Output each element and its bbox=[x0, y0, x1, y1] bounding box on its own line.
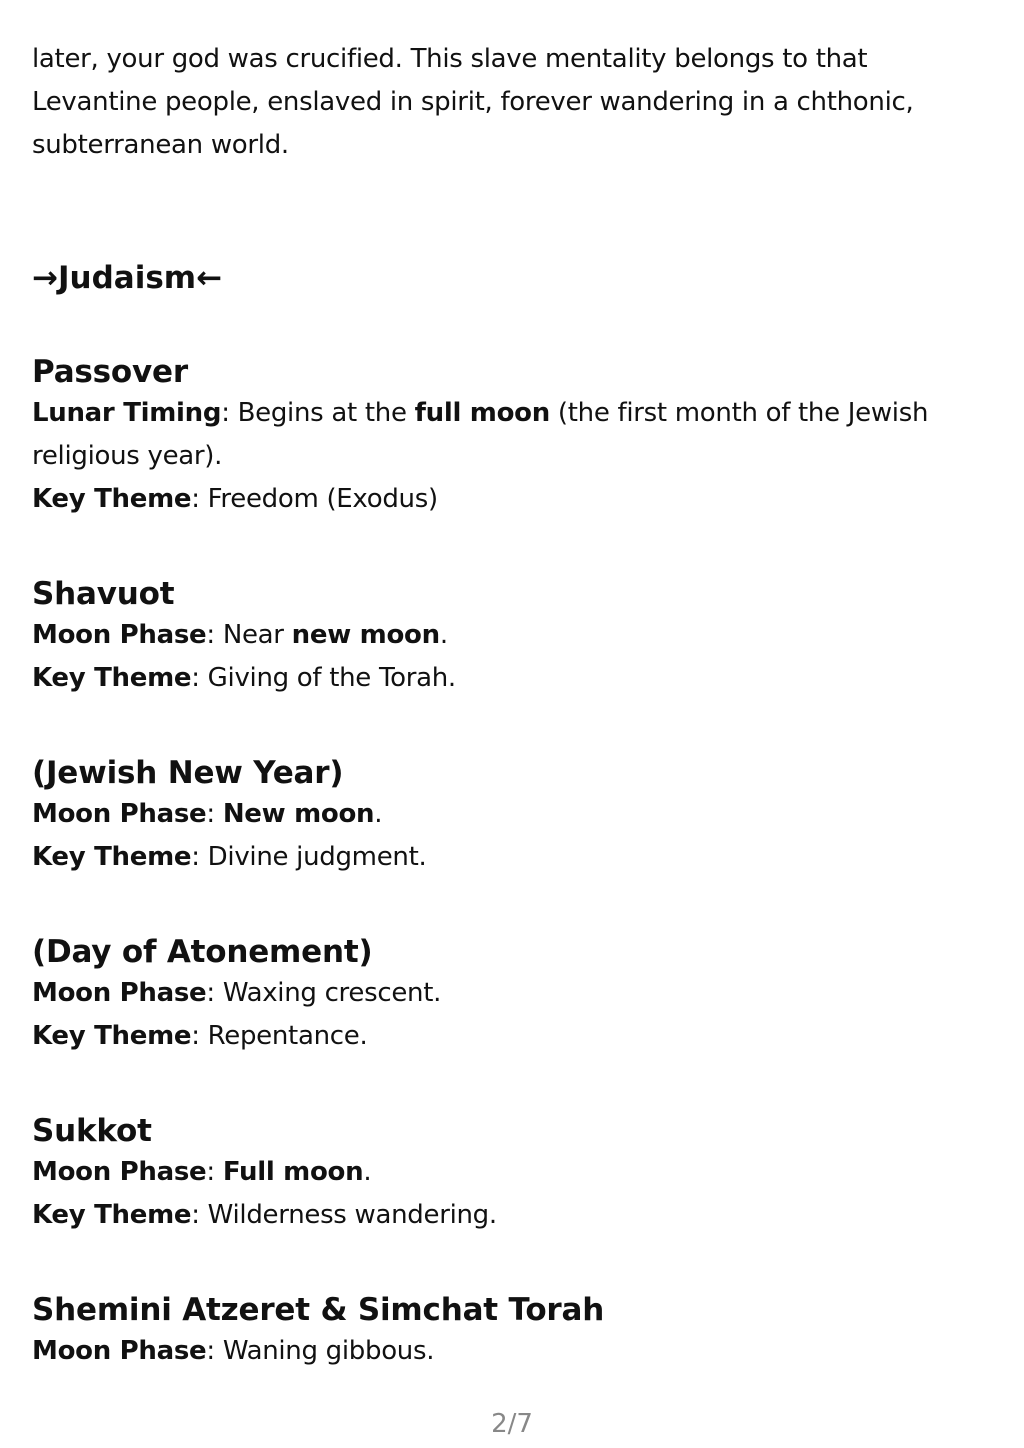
line-text-after: . bbox=[439, 620, 448, 650]
line-label: Key Theme bbox=[32, 1200, 192, 1230]
line-label: Moon Phase bbox=[32, 1157, 207, 1187]
line-separator: : bbox=[191, 484, 208, 514]
holiday-line bbox=[32, 657, 992, 700]
line-separator: : bbox=[206, 1157, 223, 1187]
line-label: Moon Phase bbox=[32, 1336, 207, 1366]
holiday-line bbox=[32, 972, 992, 1015]
page-indicator: 2/7 bbox=[491, 1409, 533, 1439]
line-emphasis: new moon bbox=[291, 620, 440, 650]
document-page bbox=[32, 38, 992, 1366]
line-label: Key Theme bbox=[32, 663, 192, 693]
line-text-after: (the first month of the Jewish religious year). bbox=[32, 398, 929, 471]
line-label: Moon Phase bbox=[32, 978, 207, 1008]
line-label: Key Theme bbox=[32, 842, 192, 872]
line-text: Divine judgment. bbox=[207, 842, 427, 872]
holiday-passover bbox=[32, 352, 992, 521]
line-text: Waxing crescent. bbox=[222, 978, 442, 1008]
holiday-title: Shavuot bbox=[32, 576, 175, 612]
holiday-line bbox=[32, 836, 992, 879]
line-text: Repentance. bbox=[207, 1021, 368, 1051]
line-separator: : bbox=[206, 799, 223, 829]
holiday-sukkot bbox=[32, 1111, 992, 1237]
line-separator: : bbox=[191, 663, 208, 693]
line-text: Freedom (Exodus) bbox=[207, 484, 438, 514]
line-text-after: . bbox=[374, 799, 383, 829]
line-text: Waning gibbous. bbox=[222, 1336, 435, 1366]
holiday-title: Shemini Atzeret & Simchat Torah bbox=[32, 1292, 605, 1328]
line-emphasis: New moon bbox=[222, 799, 375, 829]
holiday-day-of-atonement bbox=[32, 932, 992, 1058]
line-label: Key Theme bbox=[32, 1021, 192, 1051]
holiday-shemini-atzeret-simchat-torah bbox=[32, 1290, 992, 1373]
line-emphasis: Full moon bbox=[222, 1157, 364, 1187]
line-label: Key Theme bbox=[32, 484, 192, 514]
line-text: Wilderness wandering. bbox=[207, 1200, 497, 1230]
holiday-line bbox=[32, 1194, 992, 1237]
line-text: Begins at the bbox=[237, 398, 415, 428]
line-emphasis: full moon bbox=[414, 398, 550, 428]
holiday-jewish-new-year bbox=[32, 753, 992, 879]
holiday-title: Passover bbox=[32, 354, 188, 390]
section-title: →Judaism← bbox=[32, 260, 223, 296]
holiday-title: Sukkot bbox=[32, 1113, 152, 1149]
line-separator: : bbox=[191, 1200, 208, 1230]
line-separator: : bbox=[191, 842, 208, 872]
line-separator: : bbox=[191, 1021, 208, 1051]
line-separator: : bbox=[206, 620, 223, 650]
holiday-line bbox=[32, 478, 992, 521]
line-separator: : bbox=[206, 978, 223, 1008]
holiday-line bbox=[32, 1330, 992, 1373]
line-separator: : bbox=[206, 1336, 223, 1366]
holiday-title: (Day of Atonement) bbox=[32, 934, 373, 970]
holiday-line bbox=[32, 1151, 992, 1194]
line-text: Near bbox=[222, 620, 292, 650]
holiday-shavuot bbox=[32, 574, 992, 700]
holiday-line bbox=[32, 614, 992, 657]
line-label: Moon Phase bbox=[32, 620, 207, 650]
line-separator: : bbox=[221, 398, 238, 428]
line-text-after: . bbox=[363, 1157, 372, 1187]
holiday-line bbox=[32, 392, 992, 478]
intro-paragraph: later, your god was crucified. This slave mentality belongs to that Levantine people, enslaved in spirit, forever wandering in a chthonic, subterranean world. bbox=[32, 44, 914, 160]
line-text: Giving of the Torah. bbox=[207, 663, 456, 693]
line-label: Moon Phase bbox=[32, 799, 207, 829]
holiday-title: (Jewish New Year) bbox=[32, 755, 344, 791]
holiday-line bbox=[32, 793, 992, 836]
holiday-line bbox=[32, 1015, 992, 1058]
line-label: Lunar Timing bbox=[32, 398, 222, 428]
